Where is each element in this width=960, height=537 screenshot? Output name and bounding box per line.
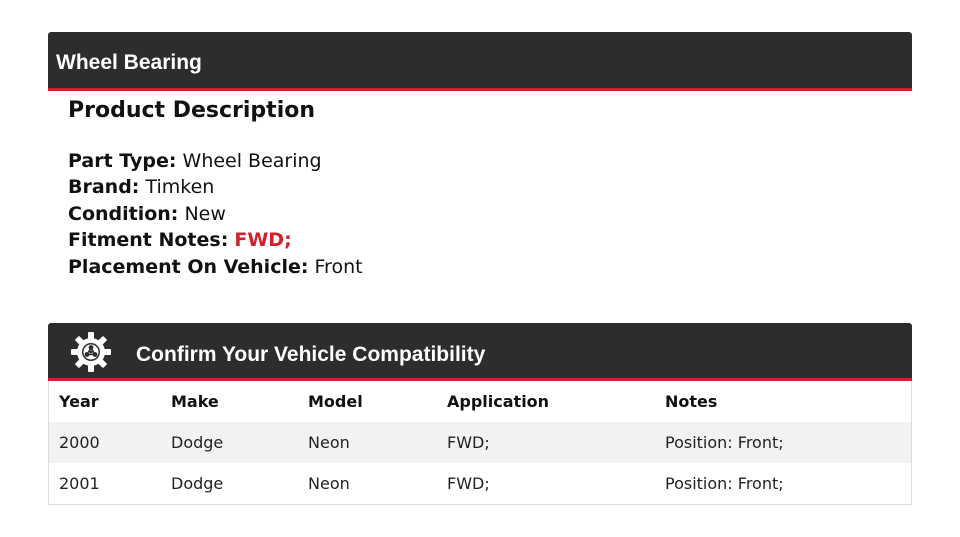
cell-make: Dodge: [161, 463, 298, 504]
product-title-banner: [48, 32, 912, 91]
column-header-make: Make: [171, 392, 219, 411]
column-header-notes: Notes: [665, 392, 718, 411]
column-header-application: Application: [447, 392, 550, 411]
spec-value: Wheel Bearing: [182, 150, 322, 172]
cell-application: FWD;: [437, 422, 655, 463]
spec-value: FWD;: [234, 229, 292, 252]
cell-notes: Position: Front;: [655, 422, 911, 463]
spec-value: New: [184, 202, 226, 225]
gear-icon: [70, 331, 112, 373]
column-header-year: Year: [59, 392, 99, 411]
spec-part-type: [68, 148, 888, 174]
spec-label: Brand:: [68, 176, 140, 199]
table-row: [49, 463, 911, 504]
compatibility-table: [49, 381, 911, 504]
cell-notes: Position: Front;: [655, 463, 911, 504]
cell-model: Neon: [298, 422, 437, 463]
table-row: [49, 422, 911, 463]
spec-fitment-notes: [68, 227, 888, 253]
description-heading: Product Description: [68, 98, 316, 123]
spec-label: Placement On Vehicle:: [68, 255, 309, 278]
spec-label: Fitment Notes:: [68, 229, 229, 252]
spec-value: Front: [314, 255, 363, 278]
table-header-row: [49, 381, 911, 422]
compatibility-banner: [48, 323, 912, 381]
spec-label: Condition:: [68, 202, 179, 225]
compatibility-title: Confirm Your Vehicle Compatibility: [136, 343, 486, 366]
cell-year: 2001: [49, 463, 161, 504]
column-header-model: Model: [308, 392, 363, 411]
product-description-section: [68, 96, 888, 280]
spec-brand: [68, 174, 888, 200]
spec-value: Timken: [145, 176, 215, 199]
spec-condition: [68, 201, 888, 227]
spec-label: Part Type:: [68, 150, 177, 172]
cell-make: Dodge: [161, 422, 298, 463]
compatibility-table-container: [48, 381, 912, 505]
product-title: Wheel Bearing: [56, 51, 202, 74]
spec-placement: [68, 254, 888, 280]
cell-application: FWD;: [437, 463, 655, 504]
cell-year: 2000: [49, 422, 161, 463]
cell-model: Neon: [298, 463, 437, 504]
